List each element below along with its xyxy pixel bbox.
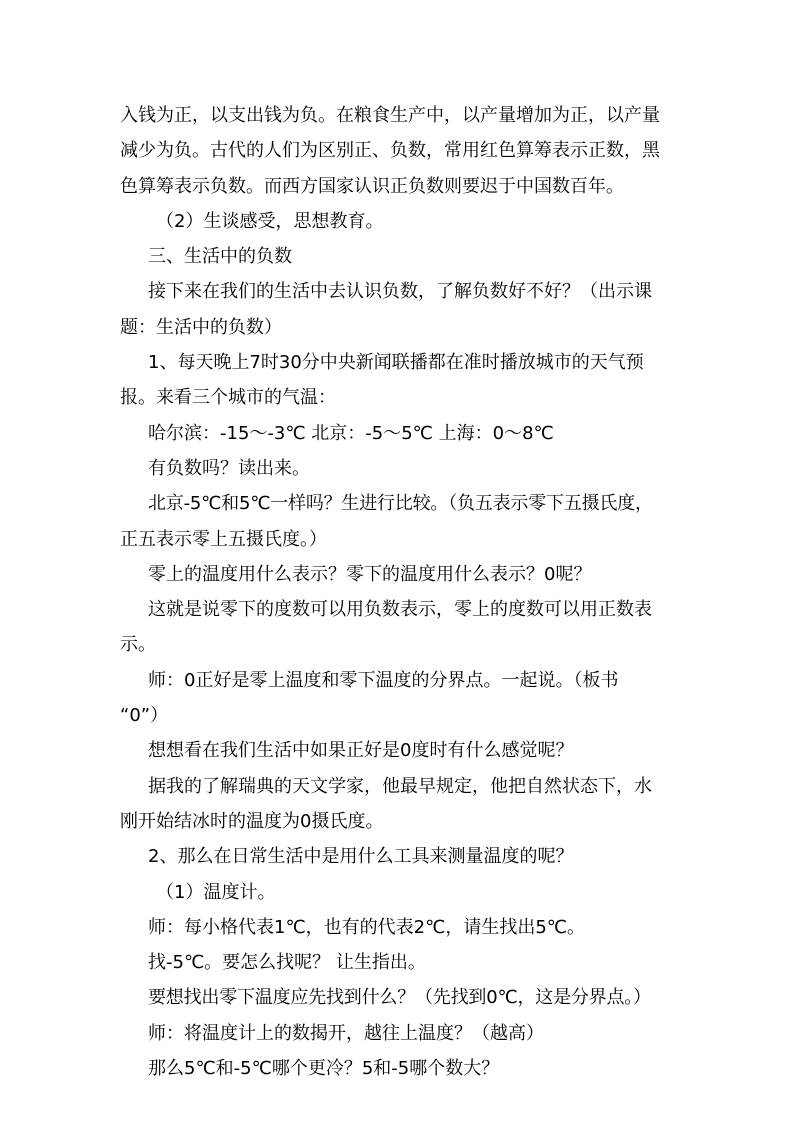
document-body	[120, 98, 680, 1086]
paragraph-line: 刚开始结冰时的温度为0摄氏度。	[120, 810, 384, 832]
paragraph-line: 接下来在我们的生活中去认识负数，了解负数好不好？（出示课	[148, 281, 652, 303]
temperature-list: 哈尔滨：-15～-3℃ 北京：-5～5℃ 上海：0～8℃	[148, 422, 554, 444]
paragraph-line: 色算筹表示负数。而西方国家认识正负数则要迟于中国数百年。	[120, 175, 624, 197]
section-heading: 三、生活中的负数	[148, 246, 292, 268]
paragraph-line: 师：每小格代表1℃，也有的代表2℃，请生找出5℃。	[148, 916, 585, 938]
paragraph-line: 师：将温度计上的数揭开，越往上温度？（越高）	[148, 1022, 544, 1044]
paragraph-line: 题：生活中的负数）	[120, 316, 282, 338]
paragraph-line: （1）温度计。	[156, 881, 276, 903]
paragraph-line: 2、那么在日常生活中是用什么工具来测量温度的呢？	[148, 846, 574, 868]
paragraph-line: 据我的了解瑞典的天文学家，他最早规定，他把自然状态下，水	[148, 775, 652, 797]
paragraph-line: 师：0正好是零上温度和零下温度的分界点。一起说。（板书	[148, 669, 619, 691]
paragraph-line: 零上的温度用什么表示？零下的温度用什么表示？0呢？	[148, 563, 592, 585]
paragraph-line: 北京-5℃和5℃一样吗？生进行比较。（负五表示零下五摄氏度，	[148, 493, 653, 515]
paragraph-line: 入钱为正，以支出钱为负。在粮食生产中，以产量增加为正，以产量	[120, 105, 660, 126]
paragraph-line: 示。	[120, 634, 156, 656]
paragraph-line: 报。来看三个城市的气温：	[120, 387, 336, 409]
paragraph-line: 有负数吗？读出来。	[148, 457, 310, 479]
paragraph-line: 那么5℃和-5℃哪个更冷？5和-5哪个数大？	[148, 1058, 500, 1080]
paragraph-line: 减少为负。古代的人们为区别正、负数，常用红色算筹表示正数，黑	[120, 140, 660, 162]
paragraph-line: 找-5℃。要怎么找呢？ 让生指出。	[148, 952, 426, 974]
paragraph-line: 想想看在我们生活中如果正好是0度时有什么感觉呢？	[148, 740, 574, 762]
paragraph-line: 要想找出零下温度应先找到什么？（先找到0℃，这是分界点。）	[148, 987, 651, 1009]
paragraph-line: “0”）	[120, 705, 169, 727]
paragraph-line: 1、每天晚上7时30分中央新闻联播都在准时播放城市的天气预	[148, 352, 644, 374]
paragraph-line: 这就是说零下的度数可以用负数表示，零上的度数可以用正数表	[148, 599, 652, 621]
paragraph-line: （2）生谈感受，思想教育。	[156, 210, 384, 232]
paragraph-line: 正五表示零上五摄氏度。）	[120, 528, 327, 550]
